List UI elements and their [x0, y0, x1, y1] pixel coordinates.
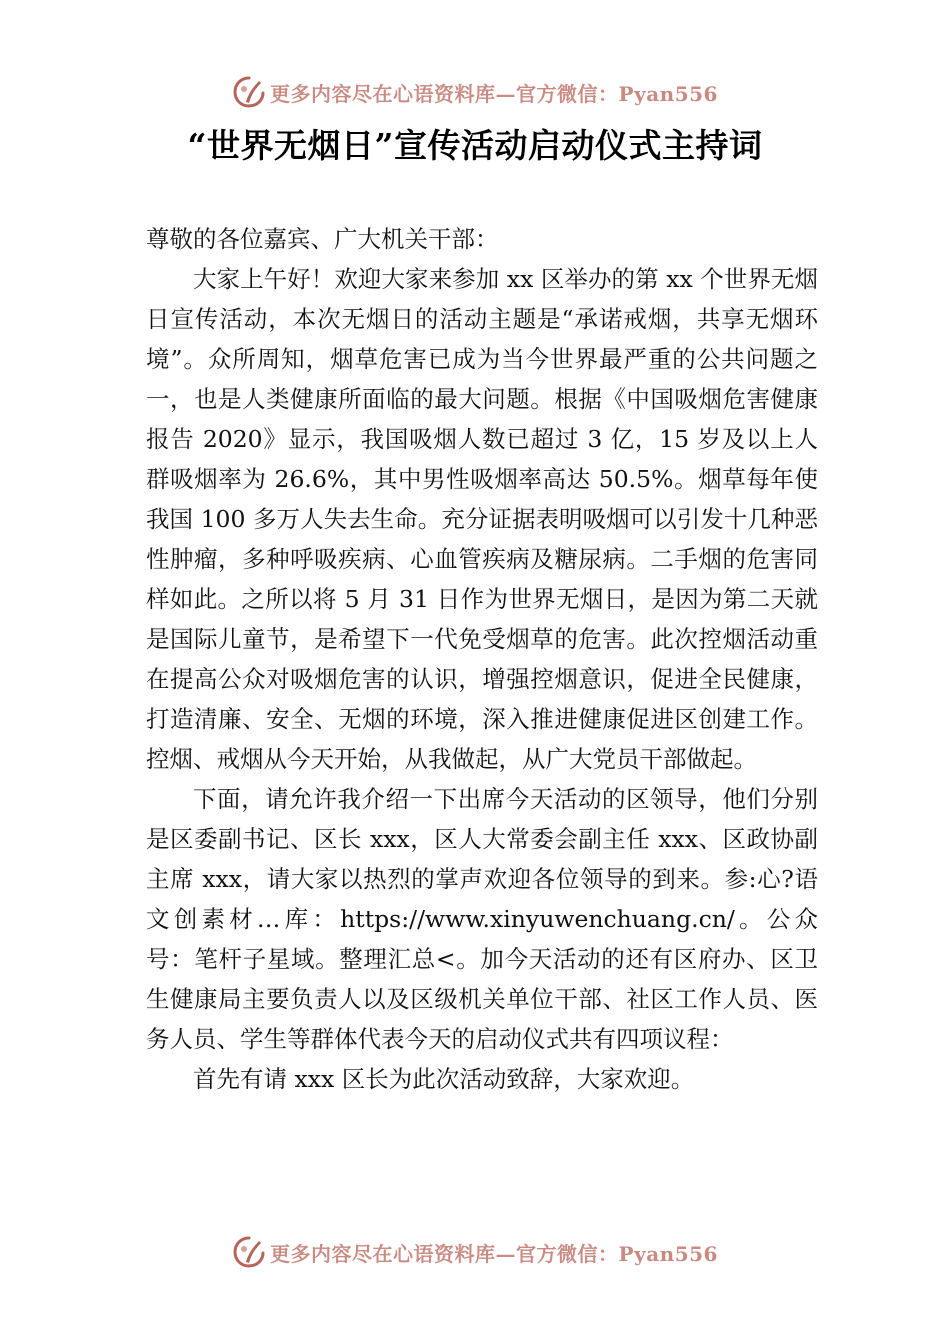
document-title: “世界无烟日”宣传活动启动仪式主持词	[187, 126, 763, 165]
banner-text: 更多内容尽在心语资料库—官方微信：Pyan556	[270, 81, 718, 106]
paragraph: 下面，请允许我介绍一下出席今天活动的区领导，他们分别是区委副书记、区长 xxx，区人大常委会副主任 xxx、区政协副主席 xxx，请大家以热烈的掌声欢迎各位领导的到来。参:心?语文创素材…库：https://www.xinyuwenchuang.cn/。公众号：笔杆子星域。整理汇总<。加今天活动的还有区府办、区卫生健康局主要负责人以及区级机关单位干部、社区工作人员、医务人员、学生等群体代表今天的启动仪式共有四项议程：	[146, 785, 818, 1053]
footer-banner	[0, 1232, 950, 1272]
brush-circle-logo-icon	[232, 75, 266, 109]
salutation: 尊敬的各位嘉宾、广大机关干部：	[146, 225, 499, 253]
document-body	[146, 219, 818, 1099]
banner-text: 更多内容尽在心语资料库—官方微信：Pyan556	[270, 1241, 718, 1266]
paragraph: 大家上午好！欢迎大家来参加 xx 区举办的第 xx 个世界无烟日宣传活动，本次无烟日的活动主题是“承诺戒烟，共享无烟环境”。众所周知，烟草危害已成为当今世界最严重的公共问题之一，也是人类健康所面临的最大问题。根据《中国吸烟危害健康报告 2020》显示，我国吸烟人数已超过 3 亿，15 岁及以上人群吸烟率为 26.6%，其中男性吸烟率高达 50.5%。烟草每年使我国 100 多万人失去生命。充分证据表明吸烟可以引发十几种恶性肿瘤，多种呼吸疾病、心血管疾病及糖尿病。二手烟的危害同样如此。之所以将 5 月 31 日作为世界无烟日，是因为第二天就是国际儿童节，是希望下一代免受烟草的危害。此次控烟活动重在提高公众对吸烟危害的认识，增强控烟意识，促进全民健康，打造清廉、安全、无烟的环境，深入推进健康促进区创建工作。控烟、戒烟从今天开始，从我做起，从广大党员干部做起。	[146, 265, 818, 773]
header-banner	[0, 72, 950, 112]
paragraph: 首先有请 xxx 区长为此次活动致辞，大家欢迎。	[193, 1065, 695, 1093]
brush-circle-logo-icon	[232, 1235, 266, 1269]
